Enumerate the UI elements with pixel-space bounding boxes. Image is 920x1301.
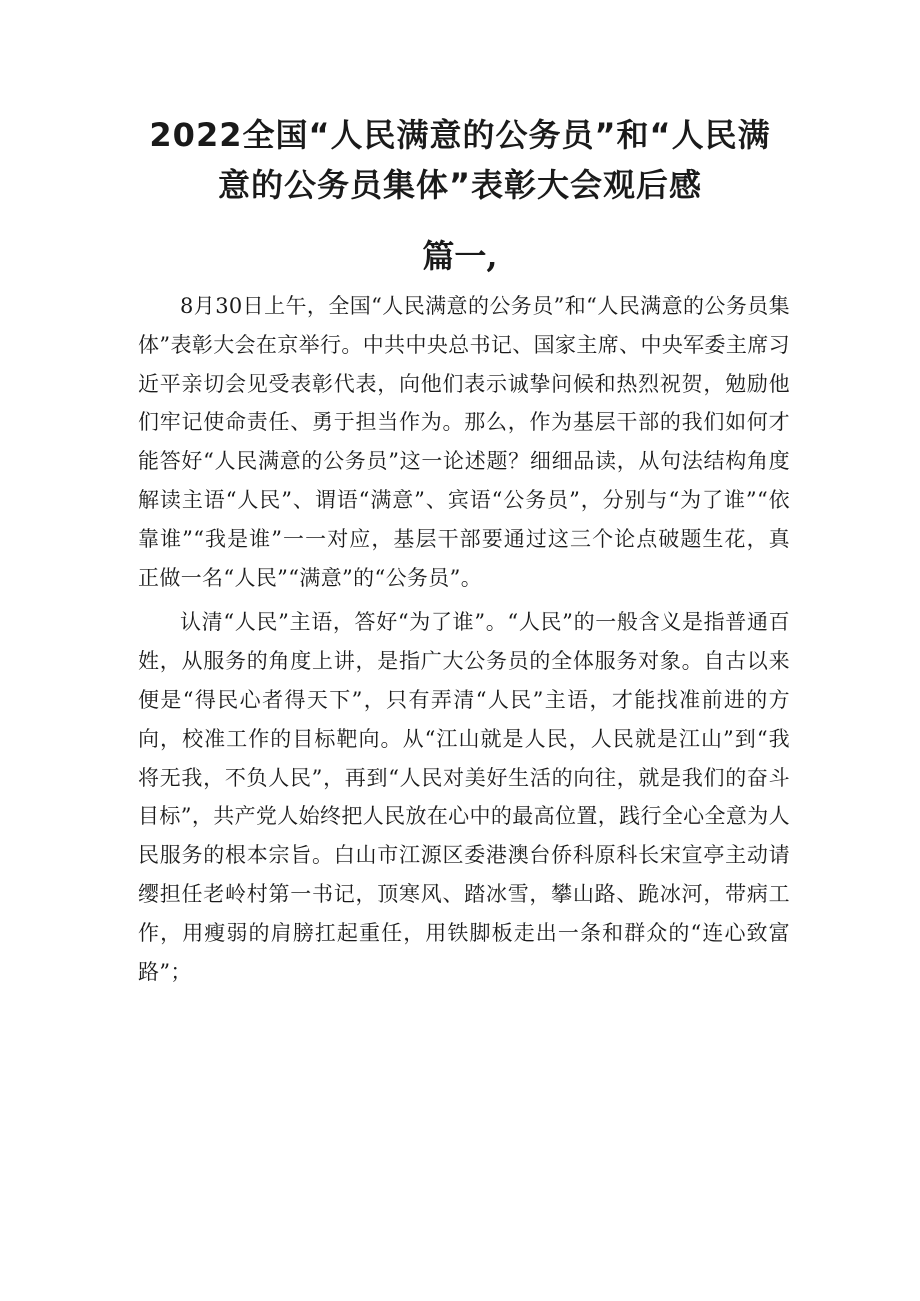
section-heading: 篇一, <box>422 237 498 275</box>
title-line-2: 意的公务员集体”表彰大会观后感 <box>217 166 703 204</box>
document-body <box>138 287 790 991</box>
document-title <box>120 110 800 210</box>
title-line-1: 2022全国“人民满意的公务员”和“人民满 <box>149 116 771 154</box>
body-paragraph-2: 认清“人民”主语，答好“为了谁”。“人民”的一般含义是指普通百姓，从服务的角度上讲，是指广大公务员的全体服务对象。自古以来便是“得民心者得天下”，只有弄清“人民”主语，才能找准前进的方向，校准工作的目标靶向。从“江山就是人民，人民就是江山”到“我将无我，不负人民”，再到“人民对美好生活的向往，就是我们的奋斗目标”，共产党人始终把人民放在心中的最高位置，践行全心全意为人民服务的根本宗旨。白山市江源区委港澳台侨科原科长宋宣亭主动请缨担任老岭村第一书记，顶寒风、踏冰雪，攀山路、跪冰河，带病工作，用瘦弱的肩膀扛起重任，用铁脚板走出一条和群众的“连心致富路”； <box>138 610 790 984</box>
body-paragraph-1: 8月30日上午，全国“人民满意的公务员”和“人民满意的公务员集体”表彰大会在京举行。中共中央总书记、国家主席、中央军委主席习近平亲切会见受表彰代表，向他们表示诚挚问候和热烈祝贺，勉励他们牢记使命责任、勇于担当作为。那么，作为基层干部的我们如何才能答好“人民满意的公务员”这一论述题？细细品读，从句法结构角度解读主语“人民”、谓语“满意”、宾语“公务员”，分别与“为了谁”“依靠谁”“我是谁”一一对应，基层干部要通过这三个论点破题生花，真正做一名“人民”“满意”的“公务员”。 <box>138 294 790 590</box>
